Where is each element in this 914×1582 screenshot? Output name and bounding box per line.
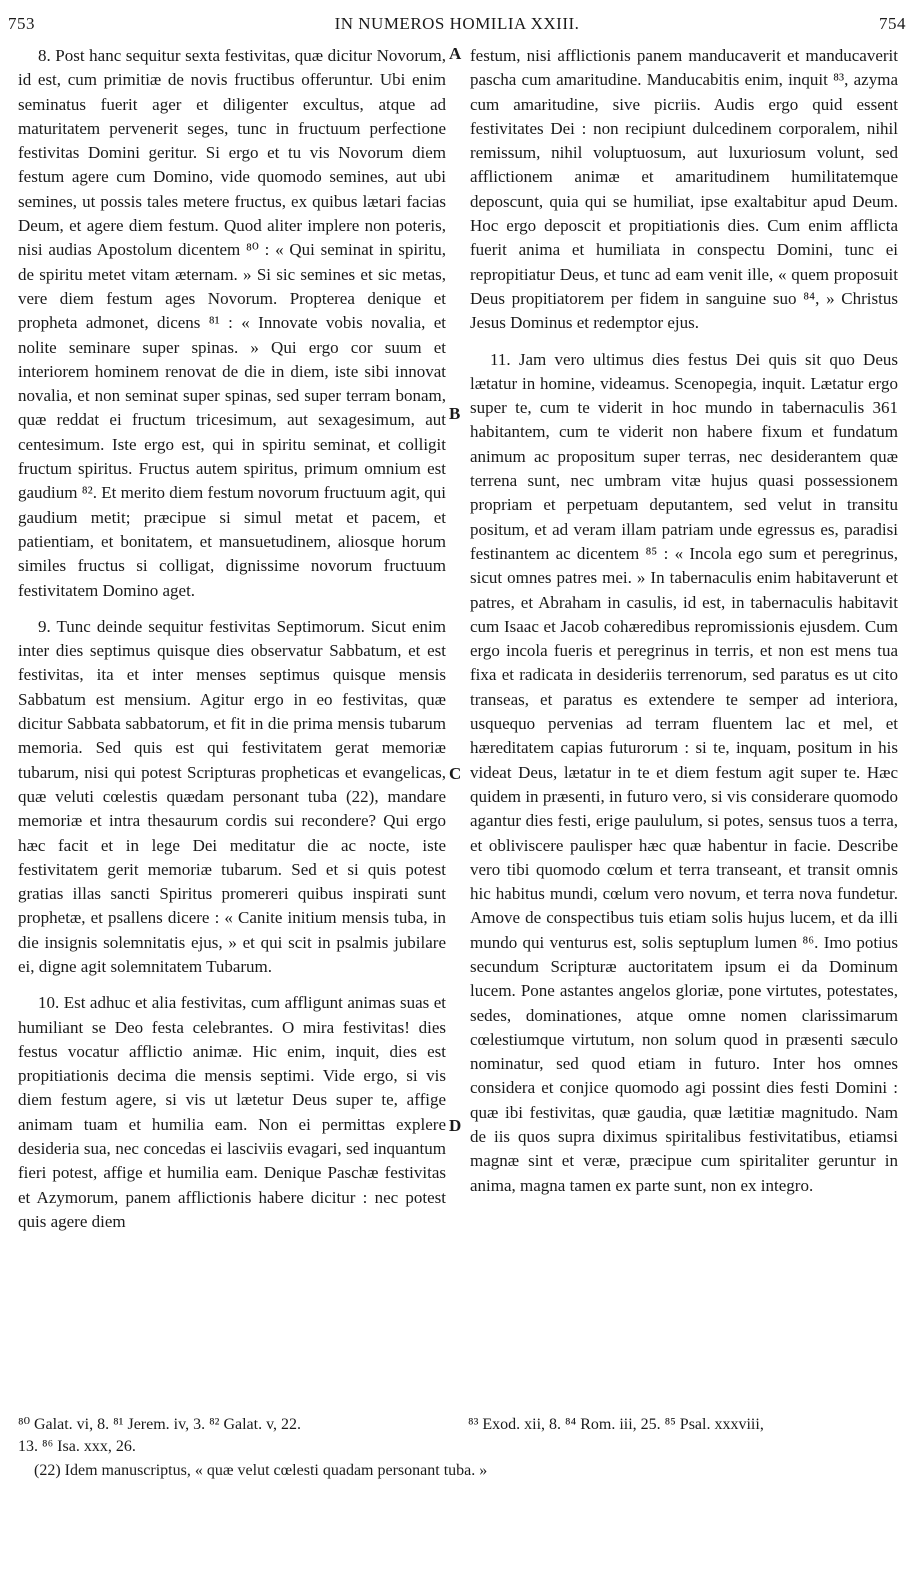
- section-marker-d: D: [449, 1116, 462, 1135]
- paragraph-8: 8. Post hanc sequitur sexta festivitas, quæ dicitur Novorum, id est, cum primitiæ de novis fructibus offeruntur. Ubi enim seminatus fuerit ager et diligenter excultus, atque ad maturitatem pervenerit seges, tunc in fructuum perfectione festivitas Domini geritur. Si ergo et tu vis Novorum diem festum agere cum Domino, vide quomodo semines, aut ubi semines, ut possis tales metere fructus, ex quibus lætari facias Deum, et agere diem festum. Quod aliter implere non poteris, nisi audias Apostolum dicentem ⁸⁰ : « Qui seminat in spiritu, de spiritu metet vitam æternam. » Si sic semines et sic metas, vere diem festum ages Novorum. Propterea denique et propheta admonet, dicens ⁸¹ : « Innovate vobis novalia, et nolite seminare super spinas. » Qui ergo cor suum et interiorem hominem renovat de die in diem, iste sibi innovat novalia, et non seminat super spinas, sed super terram bonam, quæ reddat ei fructum tricesimum, aut sexagesimum, aut centesimum. Iste ergo est, qui in spiritu seminat, et colligit fructum spiritus. Fructus autem spiritus, primum omnium est gaudium ⁸². Et merito diem festum novorum fructuum agit, qui gaudium metit; præcipue si simul metat et pacem, et patientiam, et bonitatem, et mansuetudinem, aliosque horum similes fructus si colligat, dignissime novorum fructuum festivitatem Domino aget.: [18, 46, 446, 600]
- footnotes-left: ⁸⁰ Galat. vi, 8. ⁸¹ Jerem. iv, 3. ⁸² Galat. v, 22.: [18, 1416, 302, 1433]
- variant-reading-note: (22) Idem manuscriptus, « quæ velut cœlesti quadam personant tuba. »: [34, 1462, 488, 1479]
- page-number-left: 753: [8, 14, 35, 33]
- right-column: [470, 44, 898, 1210]
- paragraph-10: 10. Est adhuc et alia festivitas, cum affligunt animas suas et humiliant se Deo festa celebrantes. O mira festivitas! dies festus vocatur afflictio animæ. Hic enim, inquit, dies est propitiationis decima die mensis septimi. Vide ergo, si vis diem festum agere, si vis ut lætetur Deus super te, affige animam tuam et humilia eam. Non ei permittas explere desideria sua, nec concedas ei lasciviis evagari, sed inquantum fieri potest, affige et humilia eam. Denique Paschæ festivitas et Azymorum, panem afflictionis habere dicitur : nec potest quis agere diem: [18, 993, 446, 1231]
- section-marker-a: A: [449, 44, 462, 63]
- section-marker-c: C: [449, 764, 462, 783]
- footnotes-continued: 13. ⁸⁶ Isa. xxx, 26.: [18, 1438, 136, 1455]
- footnotes: [18, 1414, 896, 1458]
- running-title: IN NUMEROS HOMILIA XXIII.: [334, 14, 580, 33]
- left-column: [18, 44, 446, 1246]
- paragraph-9: 9. Tunc deinde sequitur festivitas Septimorum. Sicut enim inter dies septimus quisque dies observatur Sabbatum, et est festivitas, ita et inter menses septimus quisque mensis Sabbatum est mensium. Agitur ergo in eo festivitas, quæ dicitur Sabbata sabbatorum, et fit in die prima mensis tubarum memoria. Sed quis est qui festivitatem gerat memoriæ tubarum, nisi qui potest Scripturas propheticas et evangelicas, quæ veluti cœlestis quædam personant tuba (22), mandare memoriæ et intra thesaurum cordis sui recondere? Qui ergo hæc facit et in lege Dei meditatur die ac nocte, iste festivitatem gerit memoriæ tubarum. Sed et si quis potest gratias illas sancti Spiritus promereri quibus inspirati sunt prophetæ, et psallens dicere : « Canite initium mensis tuba, in die insignis solemnitatis ejus, » et qui scit in psalmis jubilare ei, digne agit solemnitatem Tubarum.: [18, 616, 446, 976]
- footnotes-right: ⁸³ Exod. xii, 8. ⁸⁴ Rom. iii, 25. ⁸⁵ Psal. xxxviii,: [468, 1416, 764, 1433]
- page-number-right: 754: [879, 14, 906, 33]
- paragraph-10-continued: festum, nisi afflictionis panem manducaverit et manducaverit pascha cum amaritudine. Manducabitis enim, inquit ⁸³, azyma cum amaritudine, sive picriis. Audis ergo quid essent festivitates Dei : non recipiunt dulcedinem corporalem, nihil remissum, nihil voluptuosum, aut luxuriosum volunt, sed afflictionem animæ et amaritudinem humilitatemque deposcunt, quia qui se humiliat, ipse exaltabitur apud Deum. Hoc ergo deposcit et propitiationis dies. Cum enim afflicta fuerit anima et humiliata in conspectu Domini, tunc ei repropitiatur Deus, et tunc ad eam venit ille, « quem proposuit Deus propitiatorem per fidem in sanguine suo ⁸⁴, » Christus Jesus Dominus et redemptor ejus.: [470, 46, 898, 333]
- running-header: [8, 14, 906, 38]
- paragraph-11: 11. Jam vero ultimus dies festus Dei quis sit quo Deus lætatur in homine, videamus. Scenopegia, inquit. Lætatur ergo super te, cum te viderit in hoc mundo in tabernaculis 361 habitantem, cum te viderit non habere fixum et fundatum animum ac propositum super terras, nec desiderantem quæ terrena sunt, nec umbram vitæ hujus quasi possessionem propriam et perpetuam deputantem, sed velut in transitu positum, et ad veram illam patriam unde egressus es, paradisi festinantem ac dicentem ⁸⁵ : « Incola ego sum et peregrinus, sicut omnes patres mei. » In tabernaculis enim habitaverunt et patres, et Abraham in casulis, id est, in tabernaculis habitavit cum Isaac et Jacob cohæredibus repromissionis ejusdem. Cum ergo incola fueris et peregrinus in terris, et non est mens tua fixa et radicata in desideriis terrenorum, sed paratus es ut cito transeas, et paratus es extendere te semper ad interiora, usquequo pervenias ad terram fluentem lac et mel, et hæreditatem capias futurorum : si te, inquam, positum in his videat Deus, lætatur in te et diem festum agit super te. Hæc quidem in præsenti, in futuro vero, si vis considerare quomodo agantur dies festi, erige paululum, si potes, sensus tuos a terra, et obliviscere paulisper hæc quæ habentur in facie. Describe vero tibi quomodo cœlum et terra transeant, et transit omnis hic habitus mundi, cœlum vero novum, et terra nova fundetur. Amove de conspectibus tuis etiam solis hujus lucem, et da illi mundo qui venturus est, solis septuplum lumen ⁸⁶. Imo potius secundum Scripturæ auctoritatem ipsum ei da Dominum lucem. Pone astantes angelos gloriæ, pone virtutes, potestates, sedes, dominationes, atque omne nomen clarissimarum cœlestiumque virtutum, non solum quod in præsenti sæculo nominatur, sed quod etiam in futuro. Inter hos omnes considera et conjice quomodo agi possint dies festi Domini : quæ ibi festivitas, quæ gaudia, quæ lætitiæ magnitudo. Nam de iis quos supra diximus spiritalibus festivitatibus, etiamsi magnæ sint et veræ, præcipue cum spiritaliter geruntur in anima, magna tamen ex parte sunt, non ex integro.: [470, 349, 898, 1195]
- section-marker-b: B: [449, 404, 461, 423]
